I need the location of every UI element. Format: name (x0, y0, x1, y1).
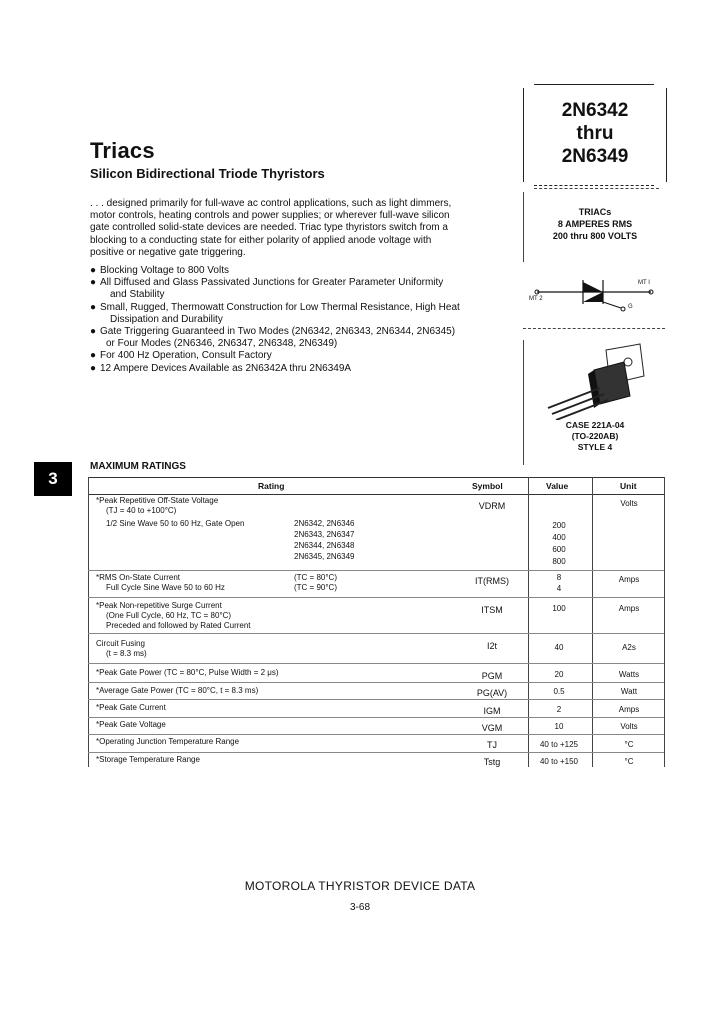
itsm-cond: (One Full Cycle, 60 Hz, TC = 80°C) (106, 611, 232, 620)
feature-item: ● 12 Ampere Devices Available as 2N6342A thru 2N6349A (90, 362, 352, 374)
itrms-unit: Amps (618, 575, 640, 584)
itsm-cond-2: Preceded and followed by Rated Current (106, 621, 251, 630)
itsm-symbol: ITSM (481, 605, 503, 615)
case-line-2: (TO-220AB) (571, 431, 619, 441)
description (90, 198, 498, 259)
i2t-unit: A2s (622, 643, 636, 652)
side-specs-box (523, 192, 666, 262)
header-value: Value (546, 481, 569, 491)
description-line: positive or negative gate triggering. (90, 246, 246, 258)
tstg-value: 40 to +150 (539, 757, 579, 766)
feature-item: ● All Diffused and Glass Passivated Junctions for Greater Parameter Uniformity (90, 277, 444, 289)
page-number: 3-68 (349, 902, 370, 913)
bullet-icon: ● (90, 326, 97, 338)
pgav-value: 0.5 (553, 687, 565, 696)
part-number-line-1: 2N6342 (561, 100, 629, 121)
feature-item: ● Blocking Voltage to 800 Volts (90, 265, 229, 276)
side-spec-line-3: 200 thru 800 VOLTS (552, 231, 638, 241)
header-symbol: Symbol (472, 481, 503, 491)
itsm-unit: Amps (618, 604, 640, 613)
itrms-value: 8 (556, 573, 562, 582)
vdrm-device: 2N6345, 2N6349 (294, 552, 355, 561)
bullet-icon: ● (90, 350, 97, 362)
igm-label: *Peak Gate Current (96, 703, 166, 712)
vdrm-device: 2N6343, 2N6347 (294, 530, 355, 539)
pgav-symbol: PG(AV) (476, 688, 508, 698)
tj-value: 40 to +125 (539, 740, 579, 749)
vdrm-value: 400 (552, 533, 566, 542)
vdrm-label: *Peak Repetitive Off-State Voltage (96, 496, 219, 505)
itrms-value: 4 (556, 584, 562, 593)
mt2-label: MT 2 (529, 296, 543, 302)
bullet-icon: ● (90, 362, 97, 374)
ratings-table (88, 477, 664, 767)
igm-unit: Amps (618, 705, 640, 714)
tstg-symbol: Tstg (483, 757, 501, 767)
section-tab: 3 (34, 462, 72, 496)
case-box (523, 340, 666, 465)
i2t-cond: (t = 8.3 ms) (106, 649, 147, 658)
pgm-value: 20 (554, 670, 564, 679)
page-subtitle: Silicon Bidirectional Triode Thyristors (90, 166, 325, 181)
side-spec-line-1: TRIACs (578, 207, 612, 217)
feature-item-cont: and Stability (110, 289, 165, 301)
gate-label: G (628, 304, 633, 310)
pgm-label: *Peak Gate Power (TC = 80°C, Pulse Width = 2 μs) (96, 668, 279, 677)
description-line: gate controlled solid-state devices are needed. Triac type thyristors switch from a (90, 222, 448, 234)
pgm-unit: Watts (618, 670, 640, 679)
tstg-unit: °C (624, 757, 634, 766)
tj-symbol: TJ (487, 740, 497, 750)
page-title: Triacs (90, 138, 155, 163)
vdrm-device: 2N6342, 2N6346 (294, 519, 355, 528)
side-spec-line-2: 8 AMPERES RMS (557, 219, 633, 229)
description-line: motor controls, heating controls and power supplies; or wherever full-wave silicon (90, 210, 450, 222)
i2t-symbol: I2t (486, 641, 497, 651)
ratings-header-row (88, 477, 664, 495)
description-line: . . . designed primarily for full-wave ac control applications, such as light dimmers, (90, 198, 452, 209)
tj-unit: °C (624, 740, 634, 749)
triac-symbol-icon (523, 270, 665, 328)
description-line: blocking to a conducting state for either polarity of applied anode voltage with (90, 234, 432, 246)
bullet-icon: ● (90, 265, 97, 276)
ratings-title: MAXIMUM RATINGS (90, 461, 186, 472)
itrms-cond: Full Cycle Sine Wave 50 to 60 Hz (106, 583, 225, 592)
case-line-3: STYLE 4 (577, 442, 613, 452)
vgm-label: *Peak Gate Voltage (96, 720, 166, 729)
vgm-value: 10 (554, 722, 564, 731)
triac-symbol-box (523, 270, 665, 329)
vdrm-value: 200 (552, 521, 566, 530)
feature-item: ● For 400 Hz Operation, Consult Factory (90, 350, 272, 362)
itrms-temp: (TC = 80°C) (294, 573, 337, 582)
vdrm-cond-2: 1/2 Sine Wave 50 to 60 Hz, Gate Open (106, 519, 245, 528)
vdrm-device: 2N6344, 2N6348 (294, 541, 355, 550)
tstg-label: *Storage Temperature Range (96, 755, 200, 764)
bullet-icon: ● (90, 301, 97, 313)
feature-list (90, 265, 510, 375)
i2t-value: 40 (554, 643, 564, 652)
itrms-label: *RMS On-State Current (96, 573, 181, 582)
part-number-box (523, 88, 667, 182)
to220-package-icon (524, 340, 666, 420)
feature-item-cont: or Four Modes (2N6346, 2N6347, 2N6348, 2N6349) (106, 338, 338, 350)
itrms-temp: (TC = 90°C) (294, 583, 337, 592)
vdrm-unit: Volts (620, 499, 638, 508)
itsm-value: 100 (552, 604, 566, 613)
vdrm-cond: (TJ = 40 to +100°C) (106, 506, 177, 515)
itsm-label: *Peak Non-repetitive Surge Current (96, 601, 222, 610)
pgav-unit: Watt (620, 687, 638, 696)
vgm-symbol: VGM (481, 723, 503, 733)
pgav-label: *Average Gate Power (TC = 80°C, t = 8.3 ms) (96, 686, 259, 695)
feature-item: ● Gate Triggering Guaranteed in Two Modes (2N6342, 2N6343, 2N6344, 2N6345) (90, 326, 456, 338)
igm-symbol: IGM (483, 706, 501, 716)
vdrm-value: 600 (552, 545, 566, 554)
pgm-symbol: PGM (481, 671, 503, 681)
mt1-label: MT I (638, 280, 650, 286)
vgm-unit: Volts (620, 722, 638, 731)
part-number-line-3: 2N6349 (561, 146, 629, 167)
vdrm-value: 800 (552, 557, 566, 566)
feature-item-cont: Dissipation and Durability (110, 313, 223, 325)
case-line-1: CASE 221A-04 (565, 420, 625, 430)
footer-text: MOTOROLA THYRISTOR DEVICE DATA (244, 879, 476, 893)
header-rating: Rating (258, 481, 285, 491)
bullet-icon: ● (90, 277, 97, 289)
i2t-label: Circuit Fusing (96, 639, 145, 648)
tj-label: *Operating Junction Temperature Range (96, 737, 240, 746)
vdrm-symbol: VDRM (478, 501, 506, 511)
feature-item: ● Small, Rugged, Thermowatt Construction for Low Thermal Resistance, High Heat (90, 301, 460, 313)
part-number-line-2: thru (576, 123, 614, 144)
header-unit: Unit (620, 481, 637, 491)
itrms-symbol: IT(RMS) (475, 576, 509, 586)
igm-value: 2 (556, 705, 562, 714)
